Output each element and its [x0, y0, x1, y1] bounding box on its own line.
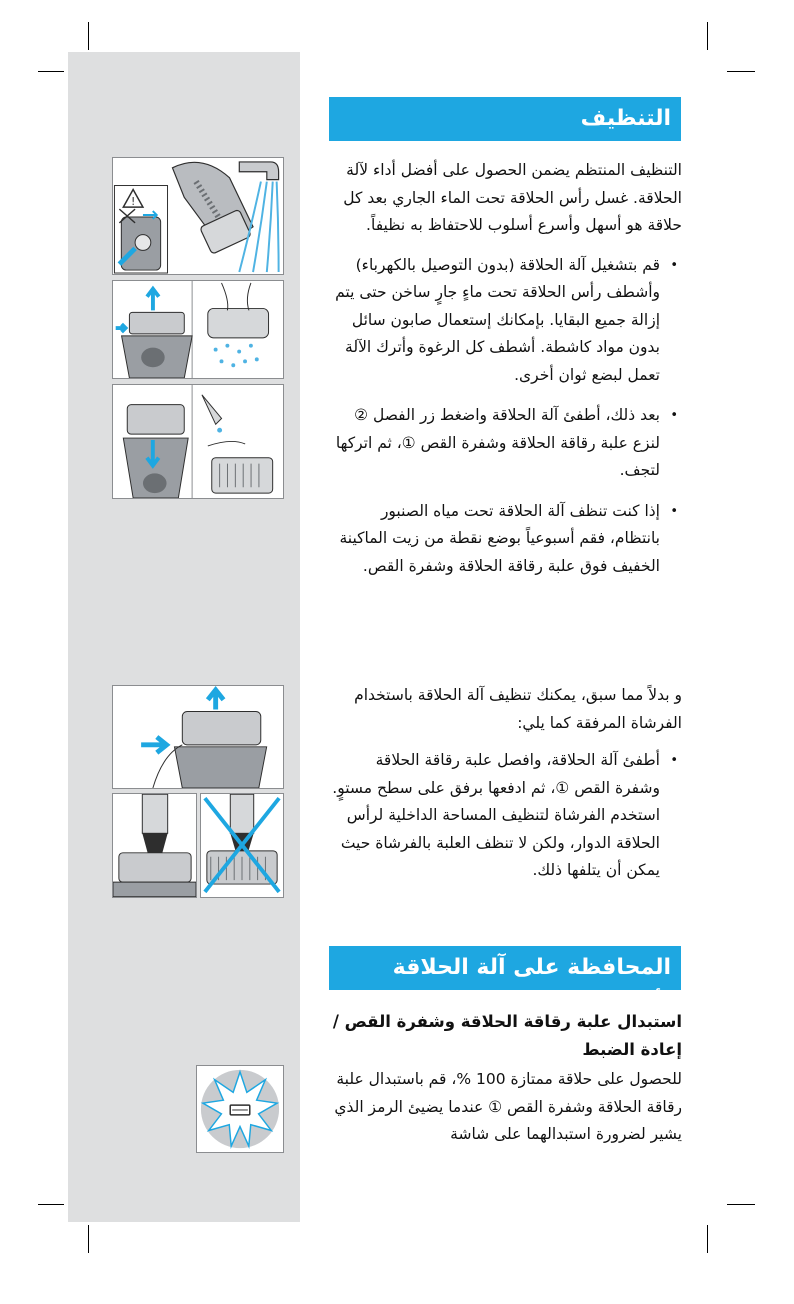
- crop-mark: [88, 1225, 89, 1253]
- illustration-oil-cassette: [112, 384, 284, 499]
- illustration-remove-cassette: [112, 685, 284, 789]
- cleaning-step: • قم بتشغيل آلة الحلاقة (بدون التوصيل بالكهرباء) وأشطف رأس الحلاقة تحت ماءٍ جارٍ ساخن حتى يتم إزالة جميع البقايا. بإمكانك إستعمال صابون سائل بدون مواد كاشطة. أشطف كل الرغوة وأترك الآلة تعمل لبضع ثوان أخرى.: [328, 252, 682, 390]
- section-header-cleaning: التنظيف: [329, 97, 681, 141]
- illustration-replace-symbol: [196, 1065, 284, 1153]
- maintenance-subheading: استبدال علبة رقاقة الحلاقة وشفرة القص / إعادة الضبط: [332, 1012, 682, 1059]
- brush-step: • أطفئ آلة الحلاقة، وافصل علبة رقاقة الحلاقة وشفرة القص ①، ثم ادفعها برفق على سطح مستوٍ. استخدم الفرشاة لتنظيف المساحة الداخلية لرأس الحلاقة الدوار، ولكن لا تنظف العلبة بالفرشاة حيث يمكن أن يتلفها ذلك.: [328, 747, 682, 885]
- crop-mark: [88, 22, 89, 50]
- brush-steps: [328, 747, 682, 885]
- crop-mark: [707, 1225, 708, 1253]
- brush-intro: و بدلاً مما سبق، يمكنك تنظيف آلة الحلاقة باستخدام الفرشاة المرفقة كما يلي:: [354, 686, 682, 732]
- illustration-brush-cleaning: [112, 793, 197, 898]
- cleaning-text: [328, 157, 682, 580]
- crop-mark: [38, 71, 64, 72]
- svg-text:!: !: [130, 195, 136, 209]
- maintenance-text: [328, 1008, 682, 1149]
- foil-cassette-icon: [230, 1105, 250, 1115]
- illustration-rinse-under-tap: [112, 157, 284, 275]
- section-header-maintenance: المحافظة على آلة الحلاقة بأفضل حال: [329, 946, 681, 990]
- maintenance-body: للحصول على حلاقة ممتازة 100 %، قم باستبدال علبة رقاقة الحلاقة وشفرة القص ① عندما يضيئ الرمز الذي يشير لضرورة استبدالهما على شاشة: [334, 1070, 682, 1143]
- crop-mark: [727, 1204, 755, 1205]
- illustration-remove-cassette-rinse: [112, 280, 284, 379]
- illustration-do-not-brush-cassette: [200, 793, 284, 898]
- cleaning-step: • بعد ذلك، أطفئ آلة الحلاقة واضغط زر الفصل ② لنزع علبة رقاقة الحلاقة وشفرة القص ①، ثم اتركها لتجف.: [328, 402, 682, 485]
- brush-cleaning-text: [328, 682, 682, 885]
- crop-mark: [38, 1204, 64, 1205]
- cleaning-intro: التنظيف المنتظم يضمن الحصول على أفضل أداء لآلة الحلاقة. غسل رأس الحلاقة تحت الماء الجاري بعد كل حلاقة هو أسهل وأسرع أسلوب للاحتفاظ به نظيفاً.: [343, 161, 682, 234]
- crop-mark: [727, 71, 755, 72]
- cleaning-steps: [328, 252, 682, 581]
- crop-mark: [707, 22, 708, 50]
- cleaning-step: • إذا كنت تنظف آلة الحلاقة تحت مياه الصنبور بانتظام، فقم أسبوعياً بوضع نقطة من زيت الماكينة الخفيف فوق علبة رقاقة الحلاقة وشفرة القص.: [328, 498, 682, 581]
